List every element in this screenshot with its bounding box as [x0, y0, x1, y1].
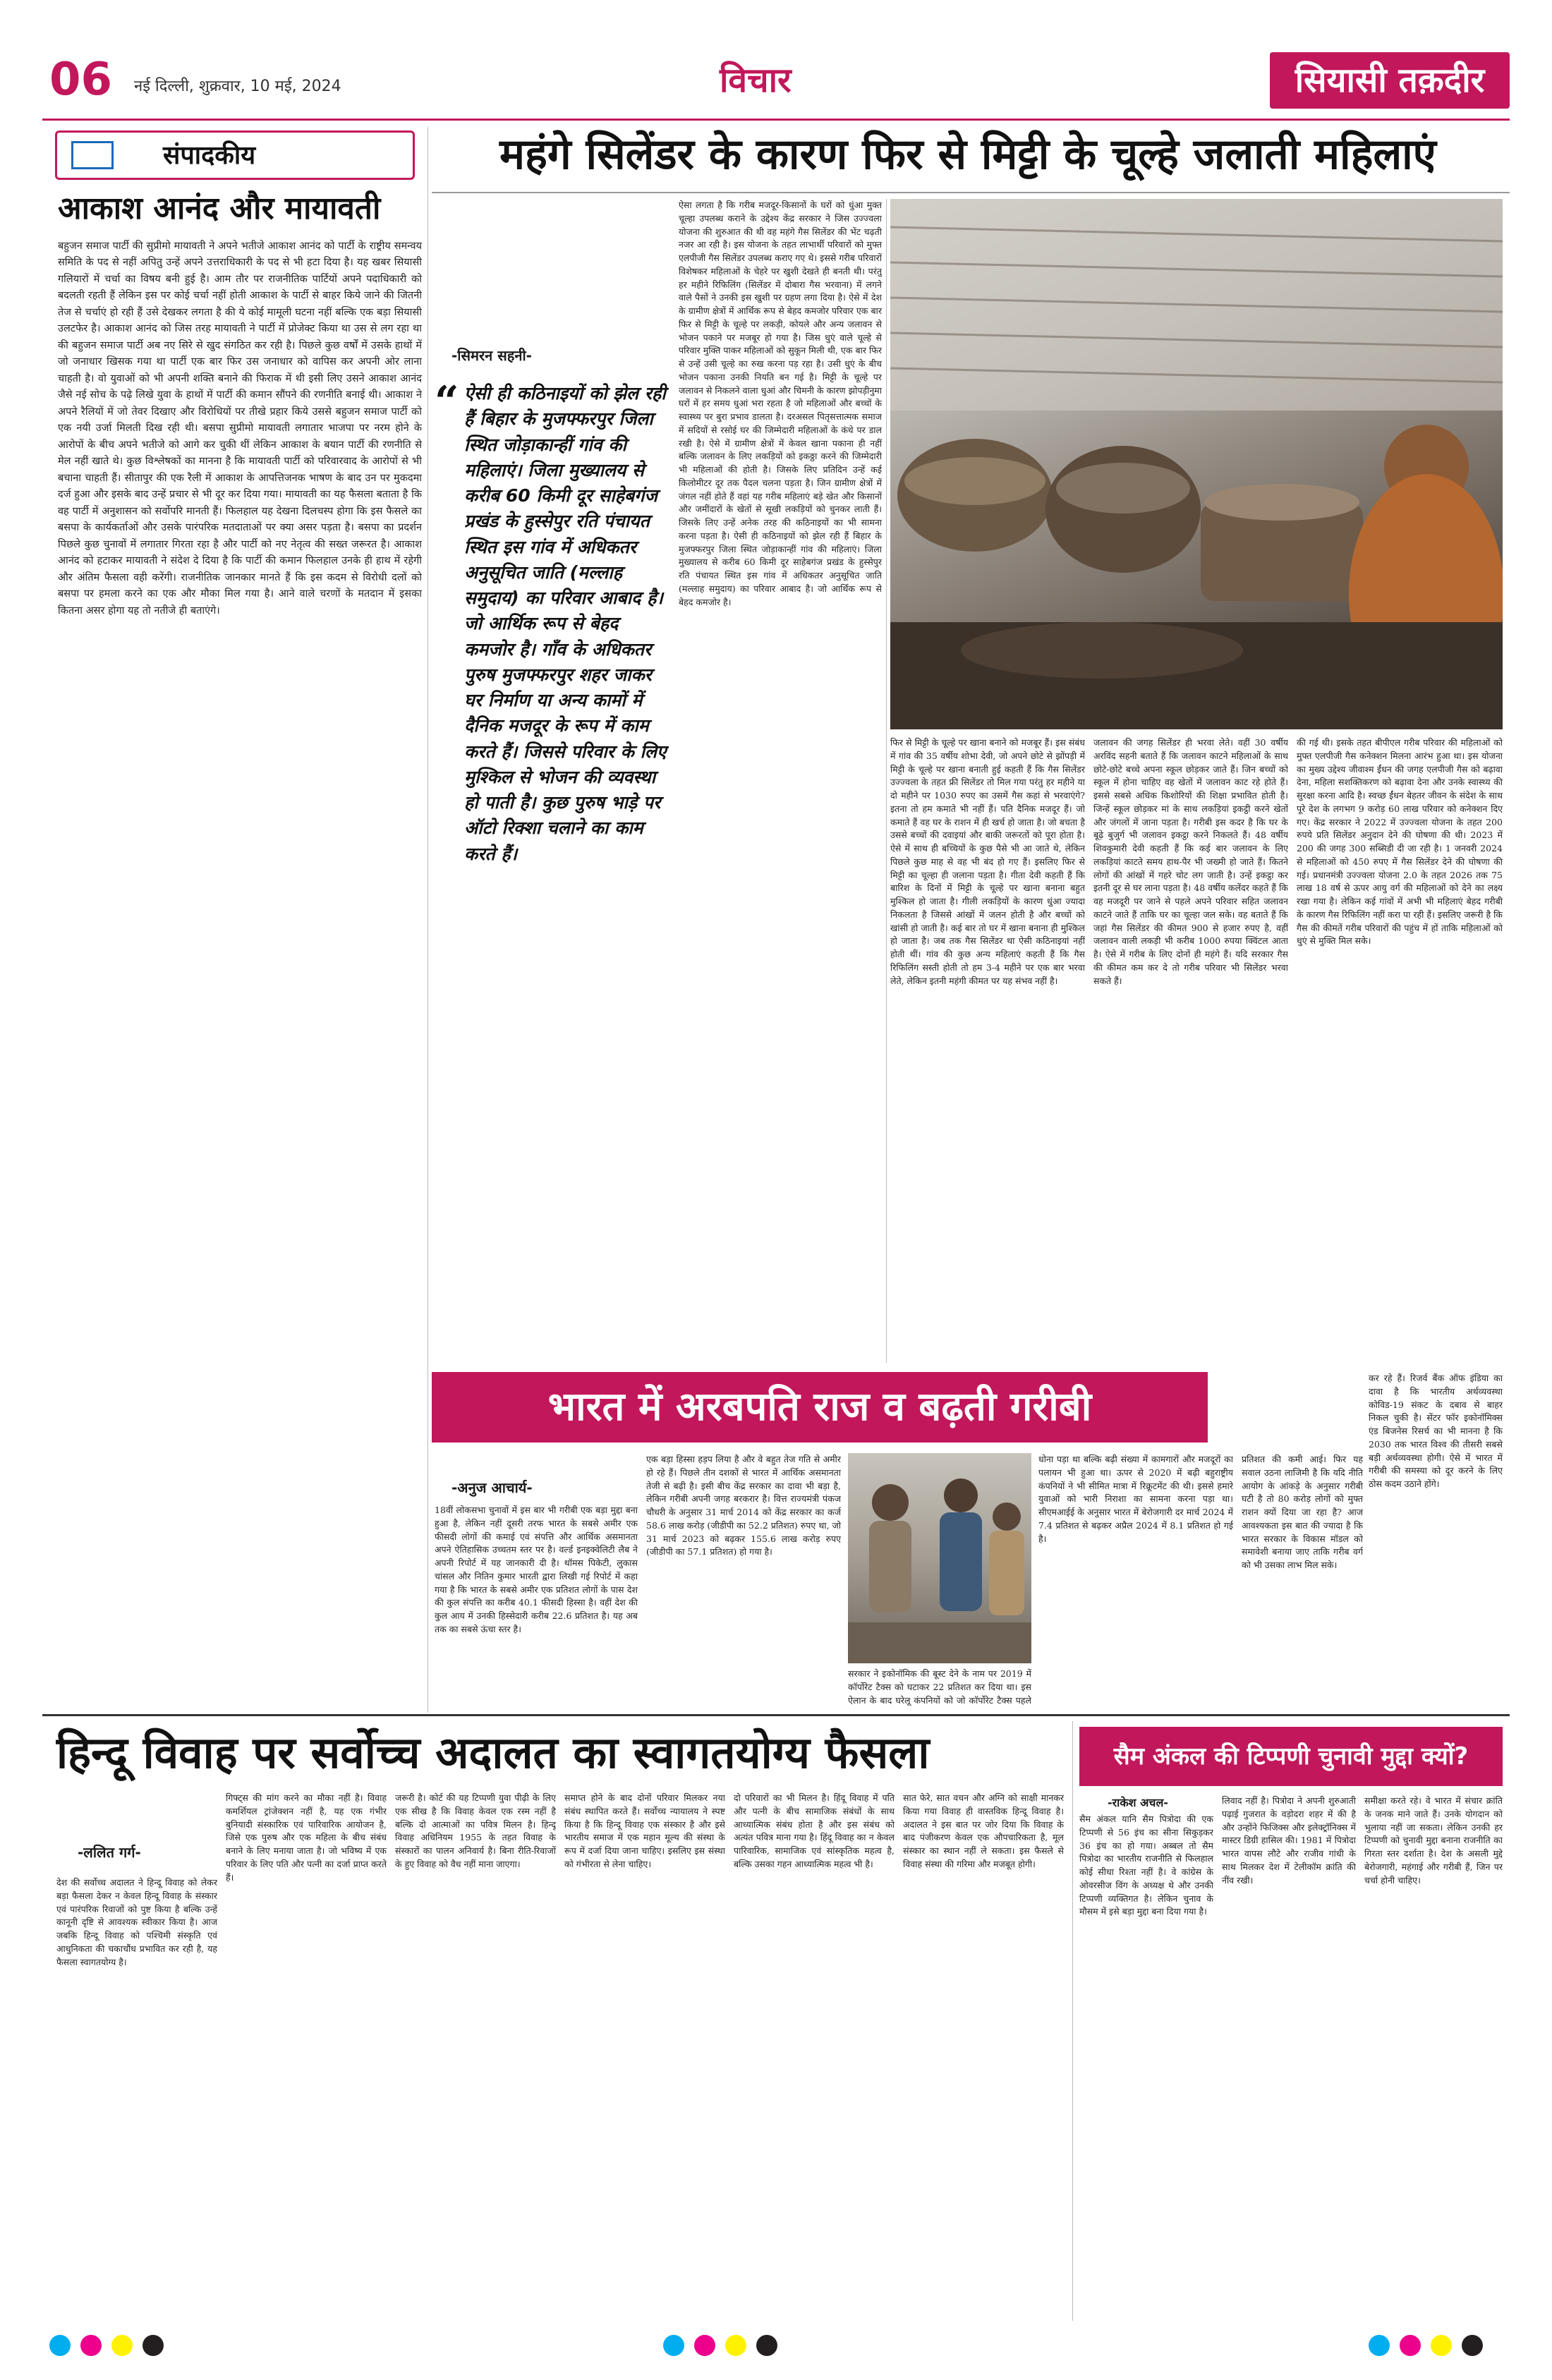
registration-dot-icon	[1431, 2335, 1452, 2356]
bottom-body-col4: समाप्त होने के बाद दोनों परिवार मिलकर नया संबंध स्थापित करते हैं। सर्वोच्च न्यायालय ने स्पष्ट किया है कि हिन्दू विवाह एक संस्कार है और इसे भारतीय समाज में एक महान मूल्य की संस्था के रूप में दर्जा दिया जाना चाहिए। इसलिए इस संस्था को गंभीरता से लेना चाहिए।	[564, 1792, 725, 1869]
registration-dot-icon	[49, 2335, 71, 2356]
middle-headline-banner	[432, 1372, 1208, 1443]
middle-body-col6: कर रहे हैं। रिजर्व बैंक ऑफ इंडिया का दावा है कि भारतीय अर्थव्यवस्था कोविड-19 संकट के दबाव से बाहर निकल चुकी है। सेंटर फॉर इकोनॉमिक्स एंड बिजनेस रिसर्च का भी मानना है कि 2030 तक भारत विश्व की तीसरी सबसे बड़ी अर्थव्यवस्था होगी। ऐसे में भारत में गरीबी की समस्या को दूर करने के लिए ठोस कदम उठाने होंगे।	[1369, 1373, 1503, 1489]
middle-body-col1: 18वीं लोकसभा चुनावों में इस बार भी गरीबी एक बड़ा मुद्दा बना हुआ है, लेकिन नहीं दूसरी तरफ भारत के सबसे अमीर एक फीसदी लोगों की कमाई एवं संपत्ति और आर्थिक असमानता अपने ऐतिहासिक उच्चतम स्तर पर है। वर्ल्ड इनइक्वेलिटी लैब ने अपनी रिपोर्ट में यह जानकारी दी है। थॉमस पिकेटी, लुकास चांसल और नितिन कुमार भारती द्वारा लिखी गई रिपोर्ट में कहा गया है कि भारत के सबसे अमीर एक प्रतिशत लोगों के पास देश की कुल संपत्ति का करीब 40.1 फीसदी हिस्सा है। वहीं देश की कुल आय में उनकी हिस्सेदारी करीब 22.6 प्रतिशत है। यह अब तक का सबसे ऊंचा स्तर है।	[435, 1505, 638, 1634]
registration-dot-icon	[1369, 2335, 1390, 2356]
registration-marks-center	[663, 2335, 777, 2356]
registration-dot-icon	[694, 2335, 715, 2356]
lead-rule	[432, 192, 1510, 193]
registration-marks-right	[1369, 2335, 1483, 2356]
bottom-body-col5: दो परिवारों का भी मिलन है। हिंदू विवाह में पति और पत्नी के बीच सामाजिक संबंधों के साथ आध्यात्मिक संबंध होता है और इस संबंध को अत्यंत पवित्र माना गया है। हिंदू विवाह का न केवल पारिवारिक, सामाजिक एवं सांस्कृतिक महत्व है, बल्कि उसका गहन आध्यात्मिक महत्व भी है।	[734, 1792, 895, 1869]
registration-dot-icon	[111, 2335, 133, 2356]
bottom-body-col1: देश की सर्वोच्च अदालत ने हिन्दू विवाह को लेकर बड़ा फैसला देकर न केवल हिन्दू विवाह के संस्कार एवं पारंपरिक रिवाजों को पुष्ट किया है बल्कि उन्हें कानूनी दृष्टि से आवश्यक स्वीकार किया है। आज जबकि हिन्दू विवाह को पश्चिमी संस्कृति एवं आधुनिकता की चकाचौंध प्रभावित कर रही है, यह फैसला स्वागतयोग्य है।	[56, 1877, 217, 1967]
quote-icon: “	[435, 377, 459, 427]
registration-dot-icon	[80, 2335, 102, 2356]
lead-body-col2: फिर से मिट्टी के चूल्हे पर खाना बनाने को मजबूर हैं। इस संबंध में गांव की 35 वर्षीय शोभा देवी, जो अपने छोटे से झोंपड़ी में मिट्टी के चूल्हे पर खाना बनाती हुई कहती हैं कि गैस सिलेंडर उज्ज्वला के तहत फ्री सिलेंडर तो मिल गया परंतु हर महीने या दो महीने पर 1030 रुपए का उसमें गैस कहां से भरवाएंगे? इतना तो हम कमाते भी नहीं हैं। पति दैनिक मजदूर हैं। जो कमाते हैं वह घर के राशन में ही खर्च हो जाता है। जो बचता है उससे बच्चों की दवाइयां और बाकी जरूरतों को पूरा होता है। ऐसे में साथ ही बच्चियों के कुछ पैसे भी आ जाते थे, लेकिन पिछले कुछ माह से वह भी बंद हो गए हैं। इसलिए फिर से मिट्टी का चूल्हा ही जलाना पड़ता है। गीता देवी कहती हैं कि बारिश के दिनों में मिट्टी के चूल्हे पर खाना बनाना बहुत मुश्किल हो जाता है। गीली लकड़ियों के कारण धुंआ ज्यादा निकलता है जिससे आंखों में जलन होती है और बच्चों को खांसी हो जाती है। कई बार तो घर में खाना बनाना ही मुश्किल हो जाता है। जब तक गैस सिलेंडर था ऐसी कठिनाइयां नहीं होती थीं। गांव की कुछ अन्य महिलाएं कहती हैं कि गैस रिफिलिंग सस्ती होती तो हम 3-4 महीने पर एक बार भरवा लेते, लेकिन इतनी महंगी कीमत पर यह संभव नहीं है।	[890, 737, 1085, 986]
bottom-body-col3: जरूरी है। कोर्ट की यह टिप्पणी युवा पीढ़ी के लिए एक सीख है कि विवाह केवल एक रस्म नहीं है बल्कि दो आत्माओं का पवित्र मिलन है। हिन्दू विवाह अधिनियम 1955 के तहत विवाह के संस्कारों का पालन अनिवार्य है। बिना रीति-रिवाजों के हुए विवाह को वैध नहीं माना जाएगा।	[395, 1792, 556, 1869]
lead-byline: -सिमरन सहनी-	[451, 347, 532, 364]
registration-dot-icon	[1400, 2335, 1421, 2356]
editorial-body: बहुजन समाज पार्टी की सुप्रीमो मायावती ने अपने भतीजे आकाश आनंद को पार्टी के राष्ट्रीय समन्वय समिति के पद से नहीं अपितु उन्हें अपने उत्तराधिकारी के पद से भी हटा दिया है। यह खबर सियासी गलियारों में चर्चा का विषय बनी हुई है। आम तौर पर राजनीतिक पार्टियों अपने पदाधिकारी को बदलती रहती हैं लेकिन इस पर कोई चर्चा नहीं होती आकाश के पार्टी से बाहर किये जाने की जितनी तेज से चर्चाएं हो रही हैं उसे देखकर लगता है की ये कोई मामूली घटना नहीं बल्कि एक बड़ा सियासी उलटफेर है। आकाश आनंद को जिस तरह मायावती ने पार्टी में प्रोजेक्ट किया था उस से लग रहा था की बहुजन समाज पार्टी अब नए सिरे से खुद संगठित कर रही है। पिछले कुछ वर्षों में उसके हाथों में जो जनाधार खिसक गया था पार्टी एक बार फिर उस जनाधार को वापिस कर अपनी ओर लाना चाहती है। वो युवाओं को भी अपनी शक्ति बनाने की फिराक में थी इसी लिए उसने आकाश आनंद जैसे नई सोच के पढ़े लिखे युवा के हाथों में पार्टी की कमान सौंपने की रणनीति बनाई थी। आकाश ने अपने रैलियों में जो तेवर दिखाए और विरोधियों पर तीखे प्रहार किये उससे बहुजन समाज पार्टी को एक नयी उर्जा मिलती दिख रही थी। बसपा सुप्रीमो मायावती लगातार भाजपा पर नरम होने के आरोपों के बीच अपने भतीजे को आगे कर चुकी थीं लेकिन आकाश के बयान पार्टी की रणनीति से मेल नहीं खाते थे। कुछ विश्लेषकों का मानना है कि मायावती पार्टी को परिवारवाद के आरोपों से भी बचाना चाहती हैं। सीतापुर की एक रैली में आकाश के आपत्तिजनक भाषण के बाद उन पर मुकदमा दर्ज हुआ और इसके बाद उन्हें प्रचार से भी दूर कर दिया गया। मायावती का यह फैसला बताता है कि वह पार्टी में अनुशासन को सर्वोपरि मानती हैं। फिलहाल यह देखना दिलचस्प होगा कि इस फैसले का बसपा के कार्यकर्ताओं और उसके पारंपरिक मतदाताओं पर क्या असर पड़ता है। बसपा का प्रदर्शन पिछले कुछ चुनावों में लगातार गिरता रहा है और पार्टी को नए नेतृत्व की सख्त जरूरत है। आकाश आनंद को हटाकर मायावती ने संदेश दे दिया है कि पार्टी की कमान फिलहाल उनके ही हाथ में रहेगी और अंतिम फैसला वही करेंगी। राजनीतिक जानकार मानते हैं कि इस कदम से विरोधी दलों को बसपा पर हमला करने का एक और मौका मिल गया है। आने वाले चरणों के मतदान में इसका कितना असर होगा यह तो नतीजे ही बताएंगे।	[58, 241, 422, 617]
lead-body-col4: की गई थी। इसके तहत बीपीएल गरीब परिवार की महिलाओं को मुफ्त एलपीजी गैस कनेक्शन मिलना आरंभ हुआ था। इस योजना का मुख्य उद्देश्य जीवाश्म ईंधन की जगह एलपीजी गैस को बढ़ावा देना, महिला सशक्तिकरण को बढ़ावा देना और उनके स्वास्थ्य की सुरक्षा करना आदि है। स्वच्छ ईंधन बेहतर जीवन के संदेश के साथ पूरे देश के लगभग 9 करोड़ 60 लाख परिवार को कनेक्शन दिए गए। केंद्र सरकार ने 2022 में उज्ज्वला योजना के तहत 200 रुपये प्रति सिलेंडर अनुदान देने की घोषणा की थी। 2023 में 200 की जगह 300 सब्सिडी दी जा रही है। 1 जनवरी 2024 से महिलाओं को 450 रुपए में गैस सिलेंडर देने की घोषणा की गई। प्रधानमंत्री उज्ज्वला योजना 2.0 के तहत 2026 तक 75 लाख 18 वर्ष से ऊपर आयु वर्ग की महिलाओं को देने का लक्ष्य रखा गया है। लेकिन कई गांवों में अभी भी महिलाएं बेहद गरीबी के कारण गैस रिफिलिंग नहीं करा पा रही हैं। इसलिए जरूरी है कि गैस की कीमतें गरीब परिवारों की पहुंच में हों ताकि महिलाओं को धुएं से मुक्ति मिल सके।	[1297, 737, 1503, 947]
page-number: 06	[49, 54, 113, 106]
editorial-box-icon	[71, 141, 114, 169]
middle-byline: -अनुज आचार्य-	[451, 1479, 533, 1496]
editorial-label-box	[55, 130, 415, 180]
side-byline: -राकेश अचल-	[1108, 1796, 1168, 1809]
side-body-col3: समीक्षा करते रहे। वे भारत में संचार क्रांति के जनक माने जाते हैं। उनके योगदान को भुलाया नहीं जा सकता। लेकिन उनकी हर टिप्पणी को चुनावी मुद्दा बनाना राजनीति का गिरता स्तर दर्शाता है। देश के असली मुद्दे बेरोजगारी, महंगाई और गरीबी हैं, जिन पर चर्चा होनी चाहिए।	[1364, 1795, 1503, 1886]
registration-dot-icon	[143, 2335, 164, 2356]
editorial-headline: आकाश आनंद और मायावती	[58, 190, 381, 226]
editorial-label: संपादकीय	[163, 141, 256, 170]
bottom-body-col2: गिफ्ट्स की मांग करने का मौका नहीं है। विवाह कमर्शियल ट्रांजेक्शन नहीं है, यह एक गंभीर बुनियादी संस्कारिक एवं पारिवारिक आयोजन है, जिसे एक पुरुष और एक महिला के बीच संबंध बनाने के लिए मनाया जाता है। जो भविष्य में एक परिवार के लिए पति और पत्नी का दर्जा प्राप्त करते हैं।	[226, 1792, 387, 1883]
middle-body-col5: प्रतिशत की कमी आई। फिर यह सवाल उठना लाजिमी है कि यदि नीति आयोग के आंकड़े के अनुसार गरीबी घटी है तो 80 करोड़ लोगों को मुफ्त राशन क्यों दिया जा रहा है? आज आवश्यकता इस बात की ज्यादा है कि भारत सरकार के विकास मॉडल को समावेशी बनाया जाए ताकि गरीब वर्ग को भी उसका लाभ मिल सके।	[1242, 1454, 1363, 1570]
bottom-body-col6: सात फेरे, सात वचन और अग्नि को साक्षी मानकर किया गया विवाह ही वास्तविक हिन्दू विवाह है। अदालत ने इस बात पर जोर दिया कि विवाह के बाद पंजीकरण केवल एक औपचारिकता है, मूल संस्कार का स्थान नहीं ले सकता। इस फैसले से विवाह संस्था की गरिमा और मजबूत होगी।	[903, 1792, 1064, 1869]
middle-body-col3: सरकार ने इकोनॉमिक की बूस्ट देने के नाम पर 2019 में कॉर्पोरेट टैक्स को घटाकर 22 प्रतिशत कर दिया था। इस ऐलान के बाद घरेलू कंपनियों को जो कॉर्पोरेट टैक्स पहले	[848, 1668, 1031, 1706]
registration-dot-icon	[1462, 2335, 1483, 2356]
side-headline: सैम अंकल की टिप्पणी चुनावी मुद्दा क्यों?	[1113, 1742, 1469, 1771]
section-title: विचार	[720, 61, 792, 100]
registration-dot-icon	[663, 2335, 684, 2356]
side-body-col2: लिवाद नहीं है। पित्रोदा ने अपनी शुरुआती पढ़ाई गुजरात के वड़ोदरा शहर में की है और उन्होंने फिजिक्स और इलेक्ट्रॉनिक्स में मास्टर डिग्री हासिल की। 1981 में पित्रोदा भारत वापस लौटे और राजीव गांधी के साथ मिलकर देश में टेलीकॉम क्रांति की नींव रखी।	[1222, 1795, 1356, 1886]
middle-body-col4: धोना पड़ा था बल्कि बढ़ी संख्या में कामगारों और मजदूरों का पलायन भी हुआ था। ऊपर से 2020 में बढ़ी बहुराष्ट्रीय कंपनियों ने भी सीमित मात्रा में रिक्रूटमेंट की थी। इससे हमारे युवाओं को भारी निराशा का सामना करना पड़ा था। सीएमआईई के अनुसार भारत में बेरोजगारी दर मार्च 2024 में 7.4 प्रतिशत से बढ़कर अप्रैल 2024 में 8.1 प्रतिशत हो गई है।	[1038, 1454, 1233, 1544]
registration-dot-icon	[725, 2335, 746, 2356]
middle-bottom-rule	[42, 1714, 1510, 1716]
lead-headline: महंगे सिलेंडर के कारण फिर से मिट्टी के चूल्हे जलाती महिलाएं	[499, 130, 1436, 179]
photo-illustration	[890, 199, 1503, 729]
bottom-headline: हिन्दू विवाह पर सर्वोच्च अदालत का स्वागतयोग्य फैसला	[56, 1727, 930, 1778]
masthead	[42, 49, 1510, 114]
lead-body-col3: जलावन की जगह सिलेंडर ही भरवा लेते। वहीं 30 वर्षीय अरविंद सहनी बताते हैं कि जलावन काटने महिलाओं के साथ छोटे-छोटे बच्चे अपना स्कूल छोड़कर जाते हैं। जिन बच्चों को स्कूल में होना चाहिए वह खेतों में जलावन काट रहे होते हैं। इससे सबसे अधिक किशोरियों की शिक्षा प्रभावित होती है। जिन्हें स्कूल छोड़कर मां के साथ लकड़ियां इकट्ठी करने खेतों और जंगलों में जाना पड़ता है। गरीबी इस कदर है कि घर के बूढ़े बुजुर्ग भी जलावन इकट्ठा करने निकलते हैं। 48 वर्षीय शिवकुमारी देवी कहती हैं कि कई बार जलावन के लिए लकड़ियां काटते समय हाथ-पैर भी जख्मी हो जाते हैं। कितने लोगों की आंखों में गहरे चोट लग जाती है। उन्हें इकट्ठा कर इतनी दूर से घर लाना पड़ता है। 48 वर्षीय कलेंदर कहते हैं कि वह मजदूरी पर जाने से पहले अपने परिवार सहित जलावन काटने जाते हैं ताकि घर का चूल्हा जल सके। वह बताते हैं कि जहां गैस सिलेंडर की कीमत 900 से हजार रुपए है, वहीं जलावन वाली लकड़ी भी करीब 1000 रुपया क्विंटल आता है। ऐसे में गरीब के लिए दोनों ही महंगे हैं। यदि सरकार गैस की कीमत कम कर दे तो गरीब परिवार भी सिलेंडर भरवा सकते हैं।	[1093, 737, 1288, 986]
lead-body-col1: ऐसा लगता है कि गरीब मजदूर-किसानों के घरों को धुंआ मुक्त चूल्हा उपलब्ध कराने के उद्देश्य केंद्र सरकार ने जिस उज्ज्वला योजना की शुरुआत की थी वह महंगे गैस सिलेंडर की भेंट चढ़ती नजर आ रही है। इस योजना के तहत लाभार्थी परिवारों को मुफ्त एलपीजी गैस सिलेंडर उपलब्ध कराए गए थे। इससे गरीब परिवारों विशेषकर महिलाओं के चेहरे पर खुशी देखते ही बनती थी। परंतु हर महीने रिफिलिंग (सिलेंडर में दोबारा गैस भरवाना) में लगने वाले पैसों ने उनकी इस खुशी पर ग्रहण लगा दिया है। ऐसे में देश के ग्रामीण क्षेत्रों में आर्थिक रूप से बेहद कमजोर परिवार एक बार फिर से मिट्टी के चूल्हे पर लकड़ी, कोयले और अन्य जलावन से भोजन पकाने पर मजबूर हो गया है। जिस धुएं वाले चूल्हे से परिवार मुक्ति पाकर महिलाओं को सुकून मिली थी, एक बार फिर से उन्हें उसी चूल्हे का रुख करना पड़ रहा है। उसी धुएं के बीच भोजन पकाना उनकी नियति बन गई है। मिट्टी के चूल्हे पर जलावन से निकलने वाला धुआं और चिमनी के कारण झोपड़ीनुमा घरों में हर समय धुआं भरा रहता है जो महिलाओं और बच्चों के स्वास्थ्य पर बुरा प्रभाव डालता है। दरअसल पितृसत्तात्मक समाज में सदियों से रसोई घर की जिम्मेदारी महिलाओं के कंधे पर डाल रखी है। ऐसे में ग्रामीण क्षेत्रों में केवल खाना पकाना ही नहीं बल्कि जलावन के लिए लकड़ियों को इकठ्ठा करने की जिम्मेदारी भी महिलाओं की होती है। जिसके लिए प्रतिदिन उन्हें कई किलोमीटर दूर तक पैदल चलना पड़ता है। जिन ग्रामीण क्षेत्रों में जंगल नहीं होते हैं वहां यह गरीब महिलाएं बड़े खेत और किसानों और जमींदारों के खेतों से सूखी लकड़ियों को चुनकर लाती हैं। जिसके लिए उन्हें अनेक तरह की कठिनाइयों का भी सामना करना पड़ता है। ऐसी ही कठिनाइयों को झेल रही हैं बिहार के मुजफ्फरपुर जिला स्थित जोड़ाकान्हीं गांव की महिलाएं। जिला मुख्यालय से करीब 60 किमी दूर साहेबगंज प्रखंड के हुस्सेपुर रति पंचायत स्थित इस गांव में अधिकतर अनुसूचित जाति (मल्लाह समुदाय) का परिवार आबाद है। जो आर्थिक रूप से बेहद कमजोर है।	[679, 200, 882, 607]
masthead-rule	[42, 119, 1510, 121]
laborers-illustration	[848, 1453, 1031, 1663]
middle-photo-laborers	[848, 1453, 1031, 1663]
registration-marks-left	[49, 2335, 164, 2356]
middle-headline: भारत में अरबपति राज व बढ़ती गरीबी	[547, 1384, 1092, 1430]
lead-col-rule	[886, 199, 887, 1363]
middle-body-col2: एक बड़ा हिस्सा हड़प लिया है और वे बहुत तेज गति से अमीर हो रहे हैं। पिछले तीन दशकों से भारत में आर्थिक असमानता तेजी से बढ़ी है। इसी बीच केंद्र सरकार का दावा भी बड़ा है, लेकिन गरीबी अपनी जगह बरकरार है। वित्त राज्यमंत्री पंकज चौधरी के अनुसार 31 मार्च 2014 को केंद्र सरकार का कर्ज 58.6 लाख करोड़ (जीडीपी का 52.2 प्रतिशत) रुपए था, जो 31 मार्च 2023 को बढ़कर 155.6 लाख करोड़ रुपए (जीडीपी का 57.1 प्रतिशत) हो गया है।	[646, 1454, 841, 1558]
lead-pull-quote: ऐसी ही कठिनाइयों को झेल रही हैं बिहार के मुजफ्फरपुर जिला स्थित जोड़ाकान्हीं गांव की महिलाएं। जिला मुख्यालय से करीब 60 किमी दूर साहेबगंज प्रखंड के हुस्सेपुर रति पंचायत स्थित इस गांव में अधिकतर अनुसूचित जाति (मल्लाह समुदाय) का परिवार आबाद है। जो आर्थिक रूप से बेहद कमजोर है। गाँव के अधिकतर पुरुष मुजफ्फरपुर शहर जाकर घर निर्माण या अन्य कामों में दैनिक मजदूर के रूप में काम करते हैं। जिससे परिवार के लिए मुश्किल से भोजन की व्यवस्था हो पाती है। कुछ पुरुष भाड़े पर ऑटो रिक्शा चलाने का काम करते हैं।	[464, 383, 667, 864]
side-body-col1: सैम अंकल यानि सैम पित्रोदा की एक टिप्पणी से 56 इंच का सीना सिकुड़कर 36 इंच का हो गया। अब्बल तो सैम पित्रोदा का भारतीय राजनीति से फिलहाल कोई सीधा रिश्ता नहीं है। वे कांग्रेस के ओवरसीज विंग के अध्यक्ष थे और उनकी टिप्पणी व्यक्तिगत है। लेकिन चुनाव के मौसम में इसे बड़ा मुद्दा बना दिया गया है।	[1079, 1814, 1213, 1917]
side-headline-banner	[1079, 1727, 1503, 1786]
bottom-side-rule	[1072, 1721, 1073, 2321]
column-title: सियासी तक़दीर	[1270, 52, 1510, 109]
lead-photo-chulha	[890, 199, 1503, 729]
bottom-byline: -ललित गर्ग-	[78, 1844, 141, 1861]
registration-dot-icon	[756, 2335, 777, 2356]
dateline: नई दिल्ली, शुक्रवार, 10 मई, 2024	[134, 78, 341, 95]
